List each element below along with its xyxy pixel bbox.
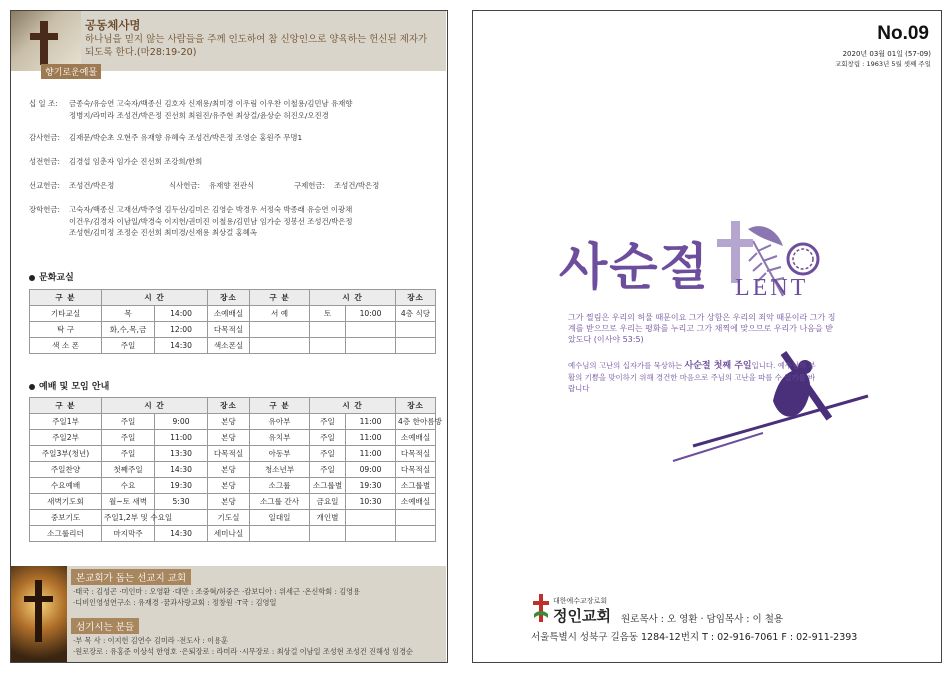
cell-category: 일대일 (250, 510, 310, 526)
cell-time: 09:00 (346, 462, 396, 478)
cell-place: 본당 (208, 462, 250, 478)
denomination: 대한예수교장로회 (553, 597, 608, 605)
cross-icon-bar (24, 596, 53, 602)
cell-time (346, 526, 396, 542)
cell-category (250, 322, 310, 338)
lent-desc-after: 입니다. 예수님의 부활의 기쁨을 맞이하기 위해 경건한 마음으로 주님의 고난을 따를 수 있기를 바랍니다 (568, 361, 816, 393)
cell-day: 화,수,목,금 (102, 322, 155, 338)
cell-place: 소예배실 (396, 494, 436, 510)
lent-desc-before: 예수님의 고난의 십자가를 묵상하는 (568, 361, 683, 370)
cell-time: 14:30 (155, 462, 208, 478)
cell-category: 주일찬양 (30, 462, 102, 478)
staff-list (73, 635, 441, 657)
table-header-row (30, 398, 436, 414)
cell-category: 청소년부 (250, 462, 310, 478)
cell-place: 다목적실 (396, 462, 436, 478)
offering-label: 감사헌금: (29, 133, 61, 142)
cell-place (396, 338, 436, 354)
offering-names: 김경섭 임춘자 임가순 진선희 조강희/한희 (69, 157, 203, 166)
church-address: 서울특별시 성북구 길음동 1284-12번지 T : 02-916-7061 F : 02-911-2393 (531, 632, 858, 643)
cell-time (346, 322, 396, 338)
header-time: 시 간 (102, 290, 208, 306)
header-place: 장소 (208, 398, 250, 414)
tithe-offering (29, 98, 353, 120)
cell-category (250, 526, 310, 542)
cell-place: 4층 한아름방 (396, 414, 436, 430)
header-place: 장소 (396, 398, 436, 414)
bullet-icon (29, 384, 35, 390)
cell-place: 4층 식당 (396, 306, 436, 322)
cross-icon-bar (30, 33, 58, 40)
cell-category: 새벽기도회 (30, 494, 102, 510)
header-category: 구 분 (250, 398, 310, 414)
cell-category: 수요예배 (30, 478, 102, 494)
cell-place: 세미나실 (208, 526, 250, 542)
offering-names: 조성건/박은정 (334, 181, 380, 190)
issue-number: No.09 (877, 23, 929, 44)
issue-date: 2020년 03월 01일 (57-09) (842, 50, 931, 58)
cell-category: 색 소 폰 (30, 338, 102, 354)
cell-day: 개인별 (310, 510, 346, 526)
cell-category: 소그룹리더 (30, 526, 102, 542)
cell-day: 마지막주 (102, 526, 155, 542)
mission-staff-banner (11, 566, 446, 662)
worship-section-title (29, 379, 109, 392)
cell-time: 10:30 (346, 494, 396, 510)
cell-day: 주일 (102, 414, 155, 430)
thanks-offering (29, 132, 303, 144)
community-text: 하나님을 믿지 않는 사람들을 주께 인도하여 참 신앙인으로 양육하는 헌신된 제자가 되도록 한다.(마28:19-20) (85, 34, 428, 58)
table-row (30, 478, 436, 494)
church-logo-icon (531, 594, 551, 624)
cell-day: 첫째주일 (102, 462, 155, 478)
cell-place: 본당 (208, 478, 250, 494)
offering-tab: 향기로운예물 (41, 64, 101, 79)
table-row (30, 322, 436, 338)
cell-category: 소그룹 간사 (250, 494, 310, 510)
cell-day: 주일 (310, 446, 346, 462)
offering-label: 식사헌금: (169, 181, 201, 190)
cell-category: 주일3부(청년) (30, 446, 102, 462)
offering-label: 구제헌금: (294, 181, 326, 190)
cell-place: 다목적실 (208, 446, 250, 462)
cell-category: 유아부 (250, 414, 310, 430)
cell-time: 5:30 (155, 494, 208, 510)
cell-time: 19:30 (155, 478, 208, 494)
church-name: 정인교회 (553, 607, 611, 625)
cell-time: 14:30 (155, 338, 208, 354)
bullet-icon (29, 275, 35, 281)
cell-day: 주일 (310, 462, 346, 478)
cell-day: 주일 (102, 430, 155, 446)
worship-table (29, 397, 442, 542)
table-header-row (30, 290, 436, 306)
lent-desc-highlight: 사순절 첫째 주일 (684, 361, 752, 371)
founded-date: 교회창립 : 1963년 5월 셋째 주일 (835, 60, 931, 68)
offering-label: 선교헌금: (29, 181, 61, 190)
cell-day: 주일 (102, 446, 155, 462)
cell-time: 11:00 (155, 430, 208, 446)
cell-day: 월~토 새벽 (102, 494, 155, 510)
offering-label: 장학헌금: (29, 205, 61, 214)
cell-place: 색소폰실 (208, 338, 250, 354)
cell-time: 13:30 (155, 446, 208, 462)
cell-category (250, 338, 310, 354)
cell-place: 본당 (208, 414, 250, 430)
cell-category: 주일1부 (30, 414, 102, 430)
offering-label: 십 일 조: (29, 99, 58, 108)
cross-photo (11, 11, 81, 71)
scripture-verse: 그가 찔림은 우리의 허물 때문이요 그가 상함은 우리의 죄악 때문이라 그가 징계를 받으므로 우리는 평화를 누리고 그가 채찍에 맞으므로 우리가 나음을 받았도다 (이사야 53:5) (568, 313, 836, 344)
cell-day: 목 (102, 306, 155, 322)
lent-title-english: LENT (735, 275, 809, 301)
header-time: 시 간 (102, 398, 208, 414)
cell-category: 기타교실 (30, 306, 102, 322)
mission-line: ·디비인영성연구소 : 유재경 ·꿈과사랑교회 : 정창원 ·T국 : 김영일 (73, 598, 277, 607)
cell-time: 19:30 (346, 478, 396, 494)
mission-line: ·태국 : 김성곤 ·미인마 : 오영환 ·대만 : 조중혁/허중은 ·캄보디아 : 위세근 ·온신학회 : 김영용 (73, 587, 361, 596)
table-row (30, 414, 436, 430)
header-time: 시 간 (310, 290, 396, 306)
table-row (30, 526, 436, 542)
cell-time: 11:00 (346, 414, 396, 430)
table-row (30, 462, 436, 478)
cell-category: 아동부 (250, 446, 310, 462)
cell-place: 소예배실 (396, 430, 436, 446)
table-row (30, 338, 436, 354)
header-category: 구 분 (250, 290, 310, 306)
header-time: 시 간 (310, 398, 396, 414)
offering-names: 조성건/박은정 (69, 181, 115, 190)
cell-place: 소그룹별 (396, 478, 436, 494)
cell-day: 수요 (102, 478, 155, 494)
pastors: 원로목사 : 오 영환 · 담임목사 : 이 철용 (621, 614, 784, 625)
lent-description (568, 360, 818, 394)
header-category: 구 분 (30, 290, 102, 306)
table-row (30, 510, 436, 526)
cell-place (396, 526, 436, 542)
cell-place: 다목적실 (208, 322, 250, 338)
cell-category: 주일2부 (30, 430, 102, 446)
cell-category: 탁 구 (30, 322, 102, 338)
cross-icon (35, 580, 42, 642)
offering-label: 성전헌금: (29, 157, 61, 166)
table-row (30, 446, 436, 462)
cell-place: 본당 (208, 430, 250, 446)
cell-category: 중보기도 (30, 510, 102, 526)
cell-time: 14:30 (155, 526, 208, 542)
header-category: 구 분 (30, 398, 102, 414)
cell-category: 서 예 (250, 306, 310, 322)
cell-day (310, 526, 346, 542)
building-offering (29, 156, 203, 168)
lent-cross-icon (717, 221, 753, 283)
culture-table (29, 289, 436, 354)
mission-list (73, 586, 441, 608)
culture-section-title (29, 270, 74, 283)
table-row (30, 430, 436, 446)
left-page (10, 10, 448, 663)
community-banner (11, 11, 446, 78)
mission-meal-relief-offering (29, 180, 439, 192)
lent-title-korean: 사순절 (559, 237, 710, 296)
header-place: 장소 (208, 290, 250, 306)
cell-day (310, 322, 346, 338)
cell-day: 주일 (310, 430, 346, 446)
table-row (30, 494, 436, 510)
cell-time (346, 338, 396, 354)
cell-time: 9:00 (155, 414, 208, 430)
culture-title-text: 문화교실 (39, 273, 74, 283)
scholarship-offering (29, 204, 353, 237)
community-title: 공동체사명 (85, 18, 141, 32)
cell-time (346, 510, 396, 526)
glowing-cross-photo (11, 566, 67, 662)
right-page-cover (472, 10, 942, 663)
offering-names: 고숙자/백종신 고재선/박주영 김두선/김미은 김영순 박경우 서정숙 박종래 유승연 이광채 이건우/김경자 이남일/박경숙 이지헌/권미진 이철용/김민남 임가순 정봉선 조성건/박은정 조성현/김미정 조정순 진선희 최미경/신재용 최상걸 홍혜옥 (69, 205, 353, 237)
crown-of-thorns-icon (788, 244, 818, 274)
header-place: 장소 (396, 290, 436, 306)
cell-day: 주일1,2부 및 수요일 (102, 510, 155, 526)
offering-names: 금종숙/유승연 고숙자/백종신 김호자 신재용/최미경 이우림 이우찬 이철용/김민남 유재향 정병지/라미라 조성건/박은정 진선희 최원진/유주현 최상걸/윤상순 허진오/오진경 (69, 99, 353, 120)
cell-day: 토 (310, 306, 346, 322)
cell-category: 소그룹 (250, 478, 310, 494)
cell-place: 다목적실 (396, 446, 436, 462)
cell-day (310, 338, 346, 354)
cell-time: 12:00 (155, 322, 208, 338)
cell-category: 유치부 (250, 430, 310, 446)
mission-title: 본교회가 돕는 선교지 교회 (71, 569, 191, 585)
cell-place (396, 322, 436, 338)
staff-title: 섬기시는 분들 (71, 618, 139, 634)
cell-day: 금요일 (310, 494, 346, 510)
cell-day: 주일 (102, 338, 155, 354)
cell-day: 소그룹별 (310, 478, 346, 494)
staff-line: ·원로장로 : 유홍준 이상석 한영호 ·은퇴장로 : 라미라 ·시무장로 : 최상걸 이남일 조성현 조성건 진해성 임경순 (73, 647, 414, 656)
cross-icon (40, 21, 48, 65)
cell-place: 기도실 (208, 510, 250, 526)
cell-day: 주일 (310, 414, 346, 430)
offering-names: 김재문/박순초 오현주 유재향 유혜숙 조성건/박은정 조영순 홍원주 무명1 (69, 133, 303, 142)
table-row (30, 306, 436, 322)
cell-time: 11:00 (346, 446, 396, 462)
worship-title-text: 예배 및 모임 안내 (39, 382, 110, 392)
cell-time: 11:00 (346, 430, 396, 446)
cell-time: 10:00 (346, 306, 396, 322)
cell-place: 소예배실 (208, 306, 250, 322)
cell-time: 14:00 (155, 306, 208, 322)
staff-line: ·부 목 사 : 이지헌 김연수 김미라 ·전도사 : 이용훈 (73, 636, 228, 645)
cell-place: 본당 (208, 494, 250, 510)
cell-place (396, 510, 436, 526)
offering-names: 유재향 전관식 (209, 181, 255, 190)
